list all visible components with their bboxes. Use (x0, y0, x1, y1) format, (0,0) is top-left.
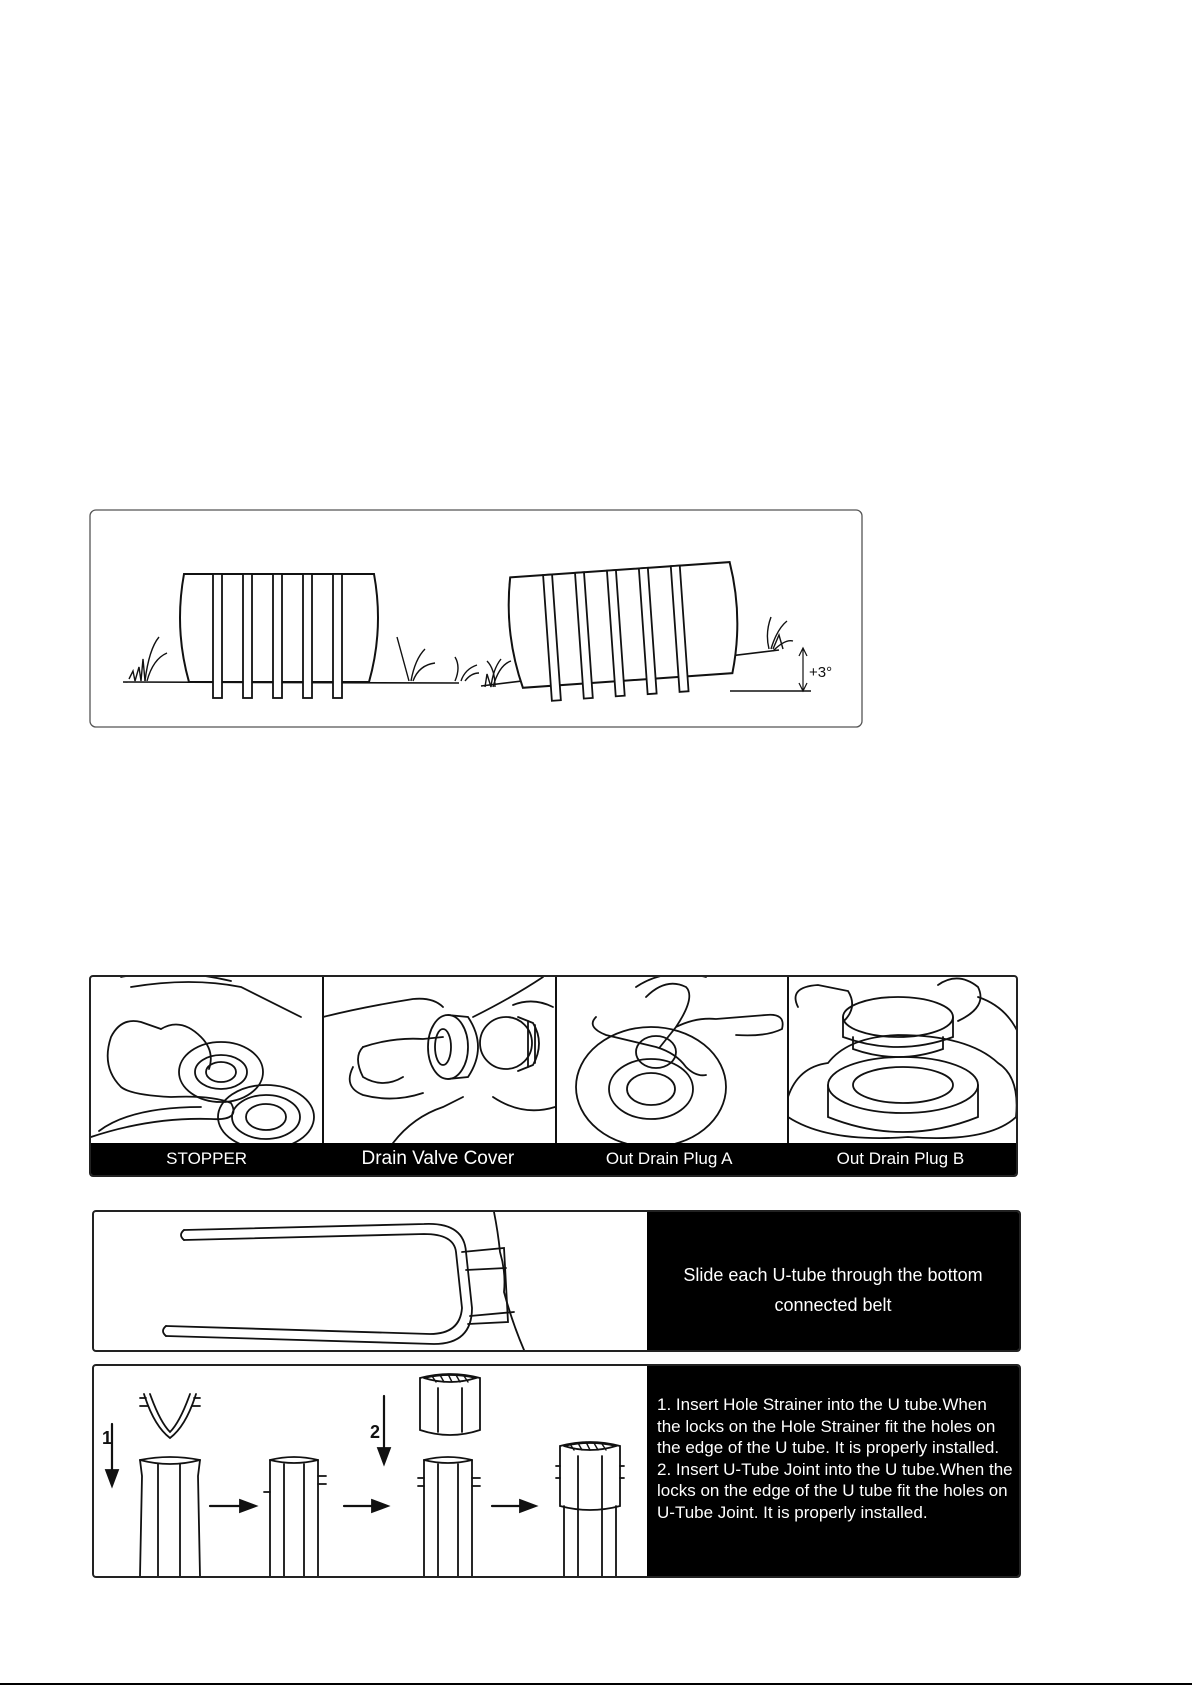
parts-illustrations (91, 977, 1016, 1143)
utube-insert-text-box (647, 1366, 1019, 1576)
stopper-icon (91, 977, 314, 1143)
utube-slide-instruction: Slide each U-tube through the bottom connected belt (683, 1265, 983, 1315)
utube-slide-panel (92, 1210, 1021, 1352)
utube-insert-panel (92, 1364, 1021, 1578)
level-figure (89, 509, 863, 728)
angle-label: +3° (809, 664, 833, 681)
instruction-step-2: 2. Insert U-Tube Joint into the U tube.When the locks on the edge of the U tube fit the holes on U-Tube Joint. It is properly installed. (657, 1459, 1013, 1522)
caption-out-drain-plug-b: Out Drain Plug B (836, 1149, 965, 1168)
level-illustration (89, 509, 863, 728)
utube-slide-text-box (647, 1212, 1019, 1350)
step-2-label: 2 (370, 1422, 381, 1442)
step-1-label: 1 (102, 1428, 113, 1448)
instruction-step-1: 1. Insert Hole Strainer into the U tube.When the locks on the Hole Strainer fit the holes on the edge of the U tube. It is properly installed. (657, 1395, 1000, 1457)
out-drain-plug-b-icon (788, 978, 1016, 1138)
drain-valve-cover-icon (323, 977, 555, 1143)
utube-insert-instructions (647, 1366, 1019, 1523)
caption-drain-valve-cover: Drain Valve Cover (361, 1148, 515, 1169)
utube-joint-icon (420, 1374, 480, 1435)
utube-insert-illustration (94, 1366, 649, 1576)
utube-belt-illustration (94, 1212, 649, 1350)
caption-stopper: STOPPER (166, 1149, 248, 1168)
caption-out-drain-plug-a: Out Drain Plug A (605, 1149, 733, 1168)
hole-strainer-icon (140, 1394, 200, 1438)
out-drain-plug-a-icon (576, 977, 783, 1143)
parts-strip (89, 975, 1018, 1177)
parts-caption-bar (91, 1143, 1016, 1175)
